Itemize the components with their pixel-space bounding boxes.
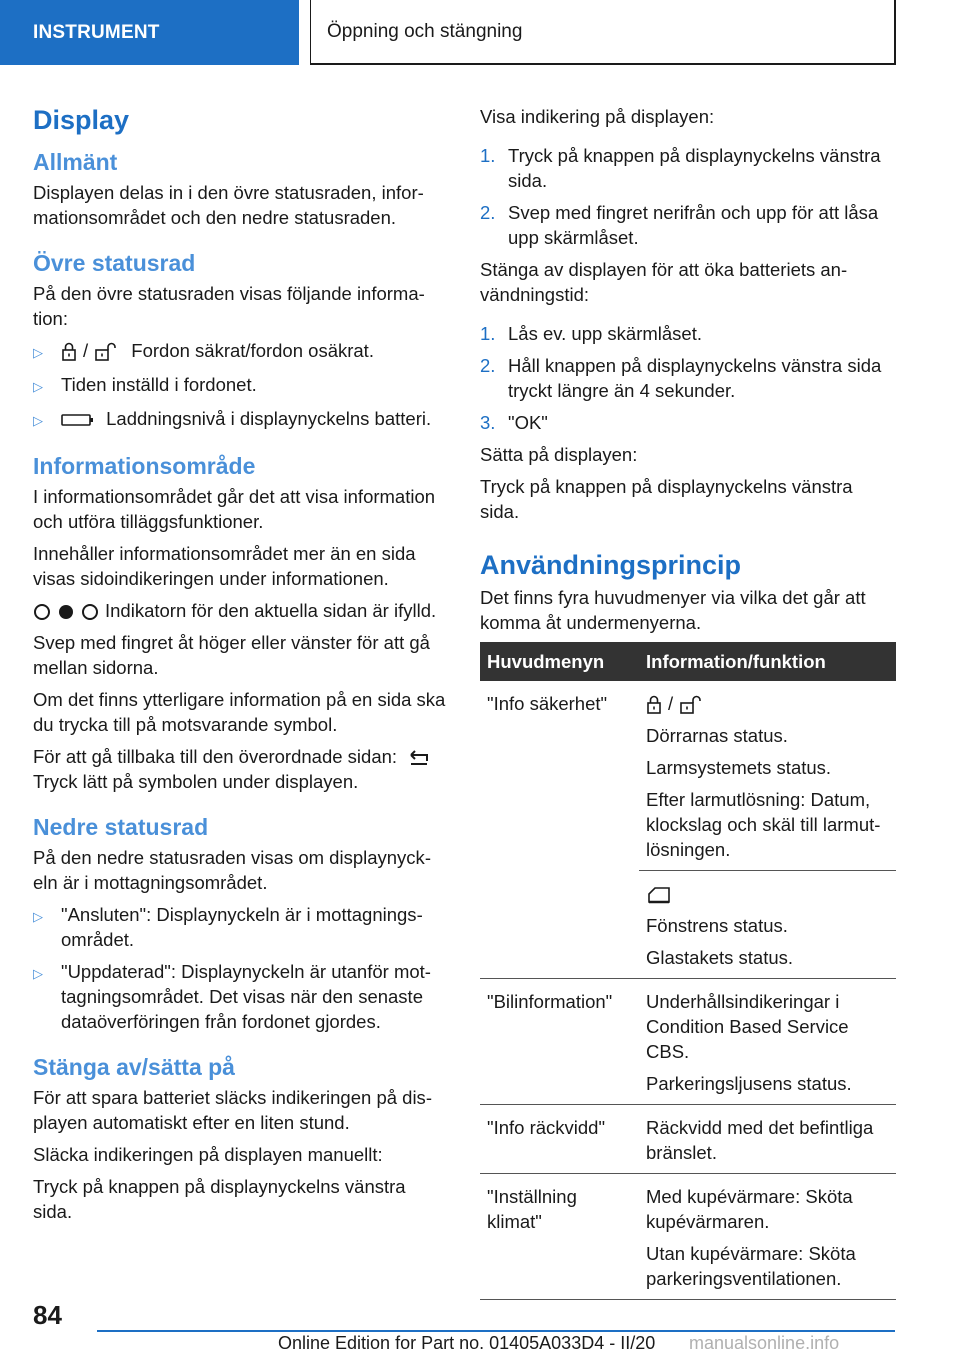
triangle-bullet-icon: ▷ [33,966,43,981]
heading-anvandningsprincip: Användningsprincip [480,550,742,580]
nedre-intro: På den nedre statusraden visas om displaynyckeln är i mottagningsområdet. [33,847,431,893]
lock-open-icon [94,342,120,362]
triangle-bullet-icon: ▷ [33,909,43,924]
main-menu-table [480,642,896,1300]
heading-stanga-av-satta-pa: Stänga av/sätta på [33,1054,235,1080]
visa-intro: Visa indikering på displayen: [480,106,715,127]
heading-allmant: Allmänt [33,149,118,175]
list-item [33,406,449,433]
icon-separator: / [668,693,674,714]
stanga-p1: För att spara batteriet släcks indikeringen på displayen automatiskt efter en liten stund. [33,1087,432,1133]
table-cell-menu: "Inställning klimat" [480,1174,639,1300]
stanga-av-intro: Stänga av displayen för att öka batteriets användningstid: [480,259,848,305]
numbered-step: 1. Lås ev. upp skärmlåset. [480,323,702,344]
info-p4: Svep med fingret åt höger eller vänster för att gå mellan sidorna. [33,632,430,678]
table-cell-info: Räckvidd med det befintliga bränslet. [639,1105,896,1174]
info-p1: I informationsområdet går det att visa information och utföra tilläggsfunktioner. [33,486,436,532]
lock-closed-icon [61,342,77,362]
table-cell-menu: "Info räckvidd" [480,1105,639,1174]
list-item-text: "Uppdaterad": Displaynyckeln är utanför mottagningsområdet. Det visas när den senaste dataöverföringen från fordonet gjordes. [61,961,431,1032]
table-cell-menu: "Info säkerhet" [480,681,639,979]
list-item [33,902,449,952]
footer-rule [97,1330,895,1332]
info-p5: Om det finns ytterligare information på en sida ska du trycka till på motsvarande symbol. [33,689,446,735]
list-item-text: Tiden inställd i fordonet. [61,374,257,395]
list-item-text: Fordon säkrat/fordon osäkrat. [131,340,374,361]
table-cell-info: Med kupévärmare: Sköta kupévärmaren. Utan kupévärmare: Sköta parkeringsventilationen. [639,1174,896,1300]
table-row [480,681,896,979]
chapter-tab: Öppning och stängning [310,0,896,65]
triangle-bullet-icon: ▷ [33,345,43,360]
table-cell-menu: "Bilinformation" [480,979,639,1105]
table-header-info: Information/funktion [639,642,896,681]
satta-heading: Sätta på displayen: [480,444,638,465]
right-column [480,104,896,1300]
section-tab: INSTRUMENT [0,0,299,65]
list-item [33,372,449,399]
edition-text: Online Edition for Part no. 01405A033D4 - II/20 [278,1333,656,1353]
triangle-bullet-icon: ▷ [33,413,43,428]
list-item-text: "Ansluten": Displaynyckeln är i mottagningsområdet. [61,904,423,950]
allmant-text: Displayen delas in i den övre statusraden, informationsområdet och den nedre statusraden. [33,182,424,228]
ovre-intro: På den övre statusraden visas följande information: [33,283,425,329]
numbered-step: 1. Tryck på knappen på displaynyckelns vänstra sida. [480,145,881,191]
triangle-bullet-icon: ▷ [33,379,43,394]
page-indicator-icon [33,603,99,621]
heading-nedre-statusrad: Nedre statusrad [33,814,209,840]
info-p3: Indikatorn för den aktuella sidan är ifylld. [33,598,449,623]
icon-separator: / [83,340,89,361]
numbered-step: 2. Svep med fingret nerifrån och upp för att låsa upp skärmlåset. [480,202,879,248]
left-column [33,96,449,1231]
princip-text: Det finns fyra huvudmenyer via vilka det går att komma åt undermenyerna. [480,587,866,633]
numbered-step: 3. "OK" [480,412,548,433]
table-row [480,1174,896,1300]
table-cell-info: / Dörrarnas status. Larmsystemets status. Efter larmutlösning: Datum, klockslag och skäl till larmutlösningen. Fönstrens status. Glastakets status. [639,681,896,979]
satta-text: Tryck på knappen på displaynyckelns vänstra sida. [480,476,853,522]
watermark: manualsonline.info [689,1333,840,1353]
list-item [33,338,449,365]
stanga-p2: Släcka indikeringen på displayen manuellt: [33,1144,383,1165]
table-header-menu: Huvudmenyn [480,642,639,681]
car-window-icon [646,885,672,905]
heading-informationsomrade: Informationsområde [33,453,256,479]
heading-ovre-statusrad: Övre statusrad [33,250,196,276]
list-item-text: Laddningsnivå i displaynyckelns batteri. [106,408,432,429]
lock-open-icon [679,695,705,715]
list-item [33,959,449,1034]
table-cell-info: Underhållsindikeringar i Condition Based Service CBS. Parkeringsljusens status. [639,979,896,1105]
page-title: Display [33,105,130,135]
table-row [480,979,896,1105]
numbered-step: 2. Håll knappen på displaynyckelns vänstra sida tryckt längre än 4 sekunder. [480,355,882,401]
table-row [480,1105,896,1174]
info-p2: Innehåller informationsområdet mer än en sida visas sidoindikeringen under informationen. [33,543,416,589]
stanga-p3: Tryck på knappen på displaynyckelns vänstra sida. [33,1176,406,1222]
table-header-row [480,642,896,681]
battery-icon [61,412,95,428]
info-p6: För att gå tillbaka till den överordnade sidan: Tryck lätt på symbolen under displayen. [33,744,449,794]
lock-closed-icon [646,695,662,715]
back-arrow-icon [408,749,430,767]
page-number: 84 [33,1300,62,1330]
